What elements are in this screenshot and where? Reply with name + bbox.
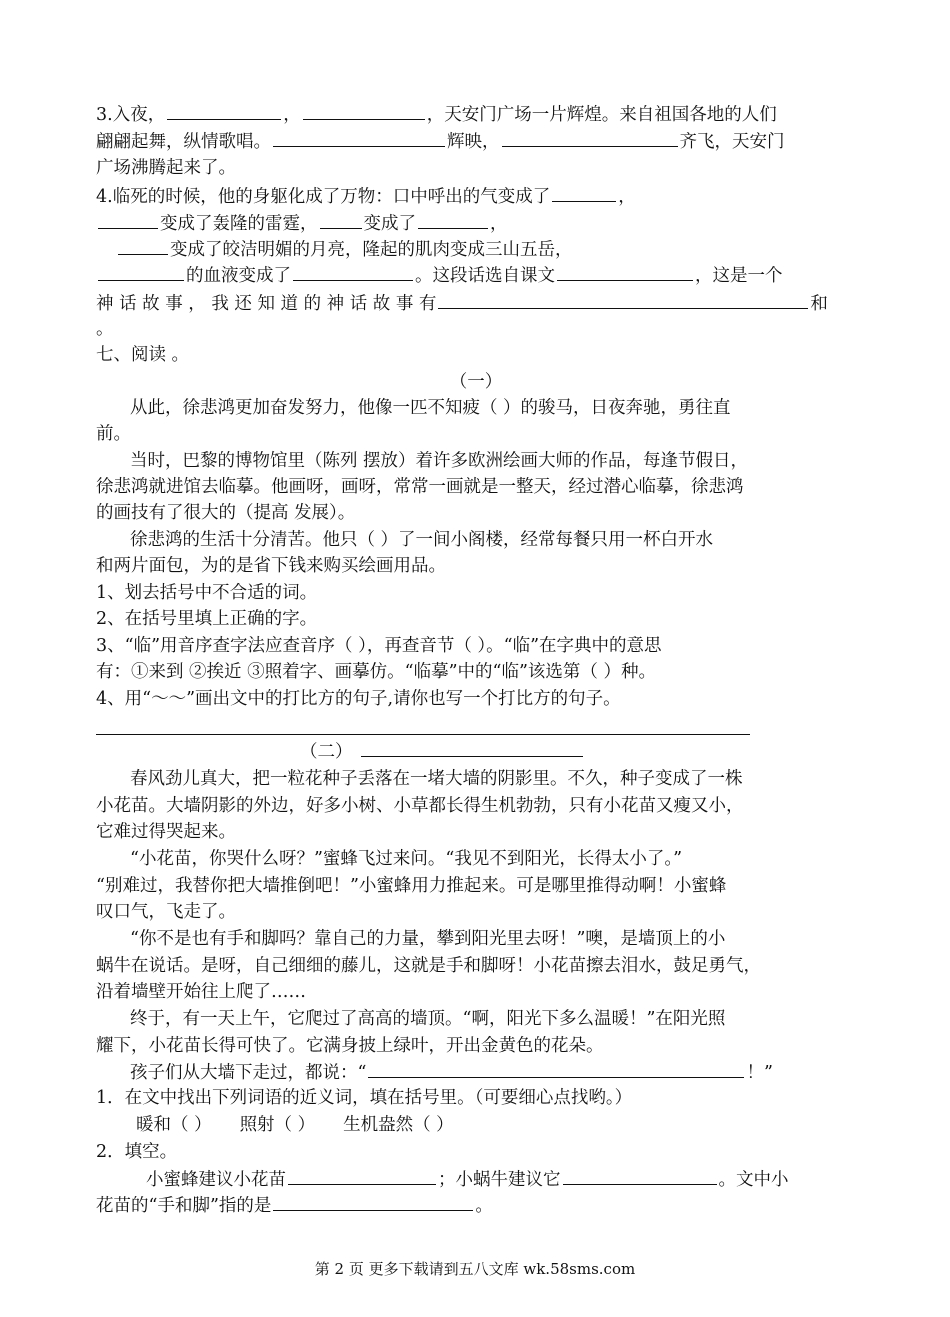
passage-2-question: 1．在文中找出下列词语的近义词，填在括号里。（可要细心点找哟。） (96, 1088, 633, 1108)
answer-blank[interactable] (368, 1059, 744, 1078)
answer-blank[interactable] (293, 262, 413, 281)
passage-1-line: 徐悲鸿就进馆去临摹。他画呀，画呀，常常一画就是一整天，经过潜心临摹，徐悲鸿 (96, 477, 744, 497)
title-blank[interactable] (361, 738, 583, 757)
passage-1-question: 有：①来到 ②挨近 ③照着字、画摹仿。“临摹”中的“临”该选第（ ）种。 (96, 662, 656, 682)
passage-1-line: 和两片面包，为的是省下钱来购买绘画用品。 (96, 556, 446, 576)
fill-line-1: 小蜜蜂建议小花苗 ；小蜗牛建议它 。文中小 (96, 1166, 906, 1193)
synonym-item[interactable]: 暖和（ ） (136, 1115, 212, 1135)
passage-2-line: “别难过，我替你把大墙推倒吧！”小蜜蜂用力推起来。可是哪里推得动啊！小蜜蜂 (96, 876, 727, 896)
passage-1-line: 当时，巴黎的博物馆里（陈列 摆放）着许多欧洲绘画大师的作品，每逢节假日， (130, 451, 749, 471)
answer-blank[interactable] (320, 210, 362, 229)
answer-blank[interactable] (118, 236, 168, 255)
passage-2-line: 耀下，小花苗长得可快了。它满身披上绿叶，开出金黄色的花朵。 (96, 1036, 604, 1056)
q4-line-4: 的血液变成了 。这段话选自课文 ，这是一个 (96, 262, 856, 289)
answer-blank[interactable] (98, 210, 158, 229)
passage-2-title-row (300, 738, 700, 765)
q4-line-1: 4.临死的时候，他的身躯化成了万物：口中呼出的气变成了 ， (96, 183, 856, 210)
passage-2-line: 沿着墙壁开始往上爬了…… (96, 982, 306, 1002)
fill-line-2: 花苗的“手和脚”指的是 。 (96, 1192, 856, 1219)
passage-2-line: 春风劲儿真大，把一粒花种子丢落在一堵大墙的阴影里。不久，种子变成了一株 (130, 769, 743, 789)
passage-2-line-blank: 孩子们从大墙下走过，都说：“ ！” (96, 1059, 890, 1086)
passage-2-line: 小花苗。大墙阴影的外边，好多小树、小草都长得生机勃勃，只有小花苗又瘦又小， (96, 796, 744, 816)
answer-blank[interactable] (552, 183, 616, 202)
answer-blank[interactable] (563, 1166, 717, 1185)
passage-1-question: 3、“临”用音序查字法应查音序（ ），再查音节（ ）。“临”在字典中的意思 (96, 636, 662, 656)
q3-line-2: 翩翩起舞，纵情歌唱。 辉映， 齐飞，天安门 (96, 128, 856, 155)
answer-blank[interactable] (273, 128, 445, 147)
answer-blank[interactable] (418, 210, 488, 229)
synonym-row (96, 1112, 896, 1138)
passage-1-question: 2、在括号里填上正确的字。 (96, 609, 318, 629)
q4-line-5: 神 话 故 事 ， 我 还 知 道 的 神 话 故 事 有 和 (96, 290, 856, 317)
passage-1-line: 从此，徐悲鸿更加奋发努力，他像一匹不知疲（ ）的骏马，日夜奔驰，勇往直 (130, 398, 731, 418)
q4-line-2: 变成了轰隆的雷霆， 变成了 ， (96, 210, 856, 237)
passage-1-line: 的画技有了很大的（提高 发展）。 (96, 503, 356, 523)
passage-2-title: （二） (300, 742, 353, 762)
answer-blank[interactable] (288, 1166, 436, 1185)
q3-line-1: 3.入夜， ， ，天安门广场一片辉煌。来自祖国各地的人们 (96, 101, 856, 128)
answer-blank[interactable] (438, 290, 808, 309)
synonym-item[interactable]: 照射（ ） (239, 1115, 316, 1135)
passage-2-line: “小花苗，你哭什么呀？”蜜蜂飞过来问。“我见不到阳光，长得太小了。” (130, 849, 683, 869)
q3-line-3: 广场沸腾起来了。 (96, 158, 236, 178)
passage-1-question: 4、用“～～”画出文中的打比方的句子,请你也写一个打比方的句子。 (96, 689, 621, 709)
answer-blank[interactable] (502, 128, 678, 147)
passage-2-line: 蜗牛在说话。是呀，自己细细的藤儿，这就是手和脚呀！小花苗擦去泪水，鼓足勇气， (96, 956, 761, 976)
section-heading: 七、阅读 。 (96, 345, 190, 365)
answer-blank[interactable] (273, 1192, 473, 1211)
q4-line-6: 。 (96, 319, 114, 339)
passage-2-question: 2．填空。 (96, 1142, 178, 1162)
passage-1-line: 前。 (96, 424, 131, 444)
answer-line[interactable] (96, 734, 750, 735)
passage-1-question: 1、划去括号中不合适的词。 (96, 583, 318, 603)
answer-blank[interactable] (557, 262, 693, 281)
passage-2-line: 它难过得哭起来。 (96, 822, 236, 842)
answer-blank[interactable] (98, 262, 184, 281)
synonym-item[interactable]: 生机盎然（ ） (343, 1115, 454, 1135)
q4-line-3: 变成了皎洁明媚的月亮，隆起的肌肉变成三山五岳， (96, 236, 876, 263)
answer-blank[interactable] (303, 101, 425, 120)
passage-1-line: 徐悲鸿的生活十分清苦。他只（ ）了一间小阁楼，经常每餐只用一杯白开水 (130, 530, 714, 550)
passage-2-line: 叹口气，飞走了。 (96, 902, 236, 922)
answer-blank[interactable] (167, 101, 281, 120)
passage-1-title: （一） (449, 372, 503, 392)
passage-2-line: “你不是也有手和脚吗？靠自己的力量，攀到阳光里去呀！”噢，是墙顶上的小 (130, 929, 726, 949)
page-footer: 第 2 页 更多下载请到五八文库 wk.58sms.com (314, 1260, 636, 1278)
passage-2-line: 终于，有一天上午，它爬过了高高的墙顶。“啊，阳光下多么温暖！”在阳光照 (130, 1009, 726, 1029)
